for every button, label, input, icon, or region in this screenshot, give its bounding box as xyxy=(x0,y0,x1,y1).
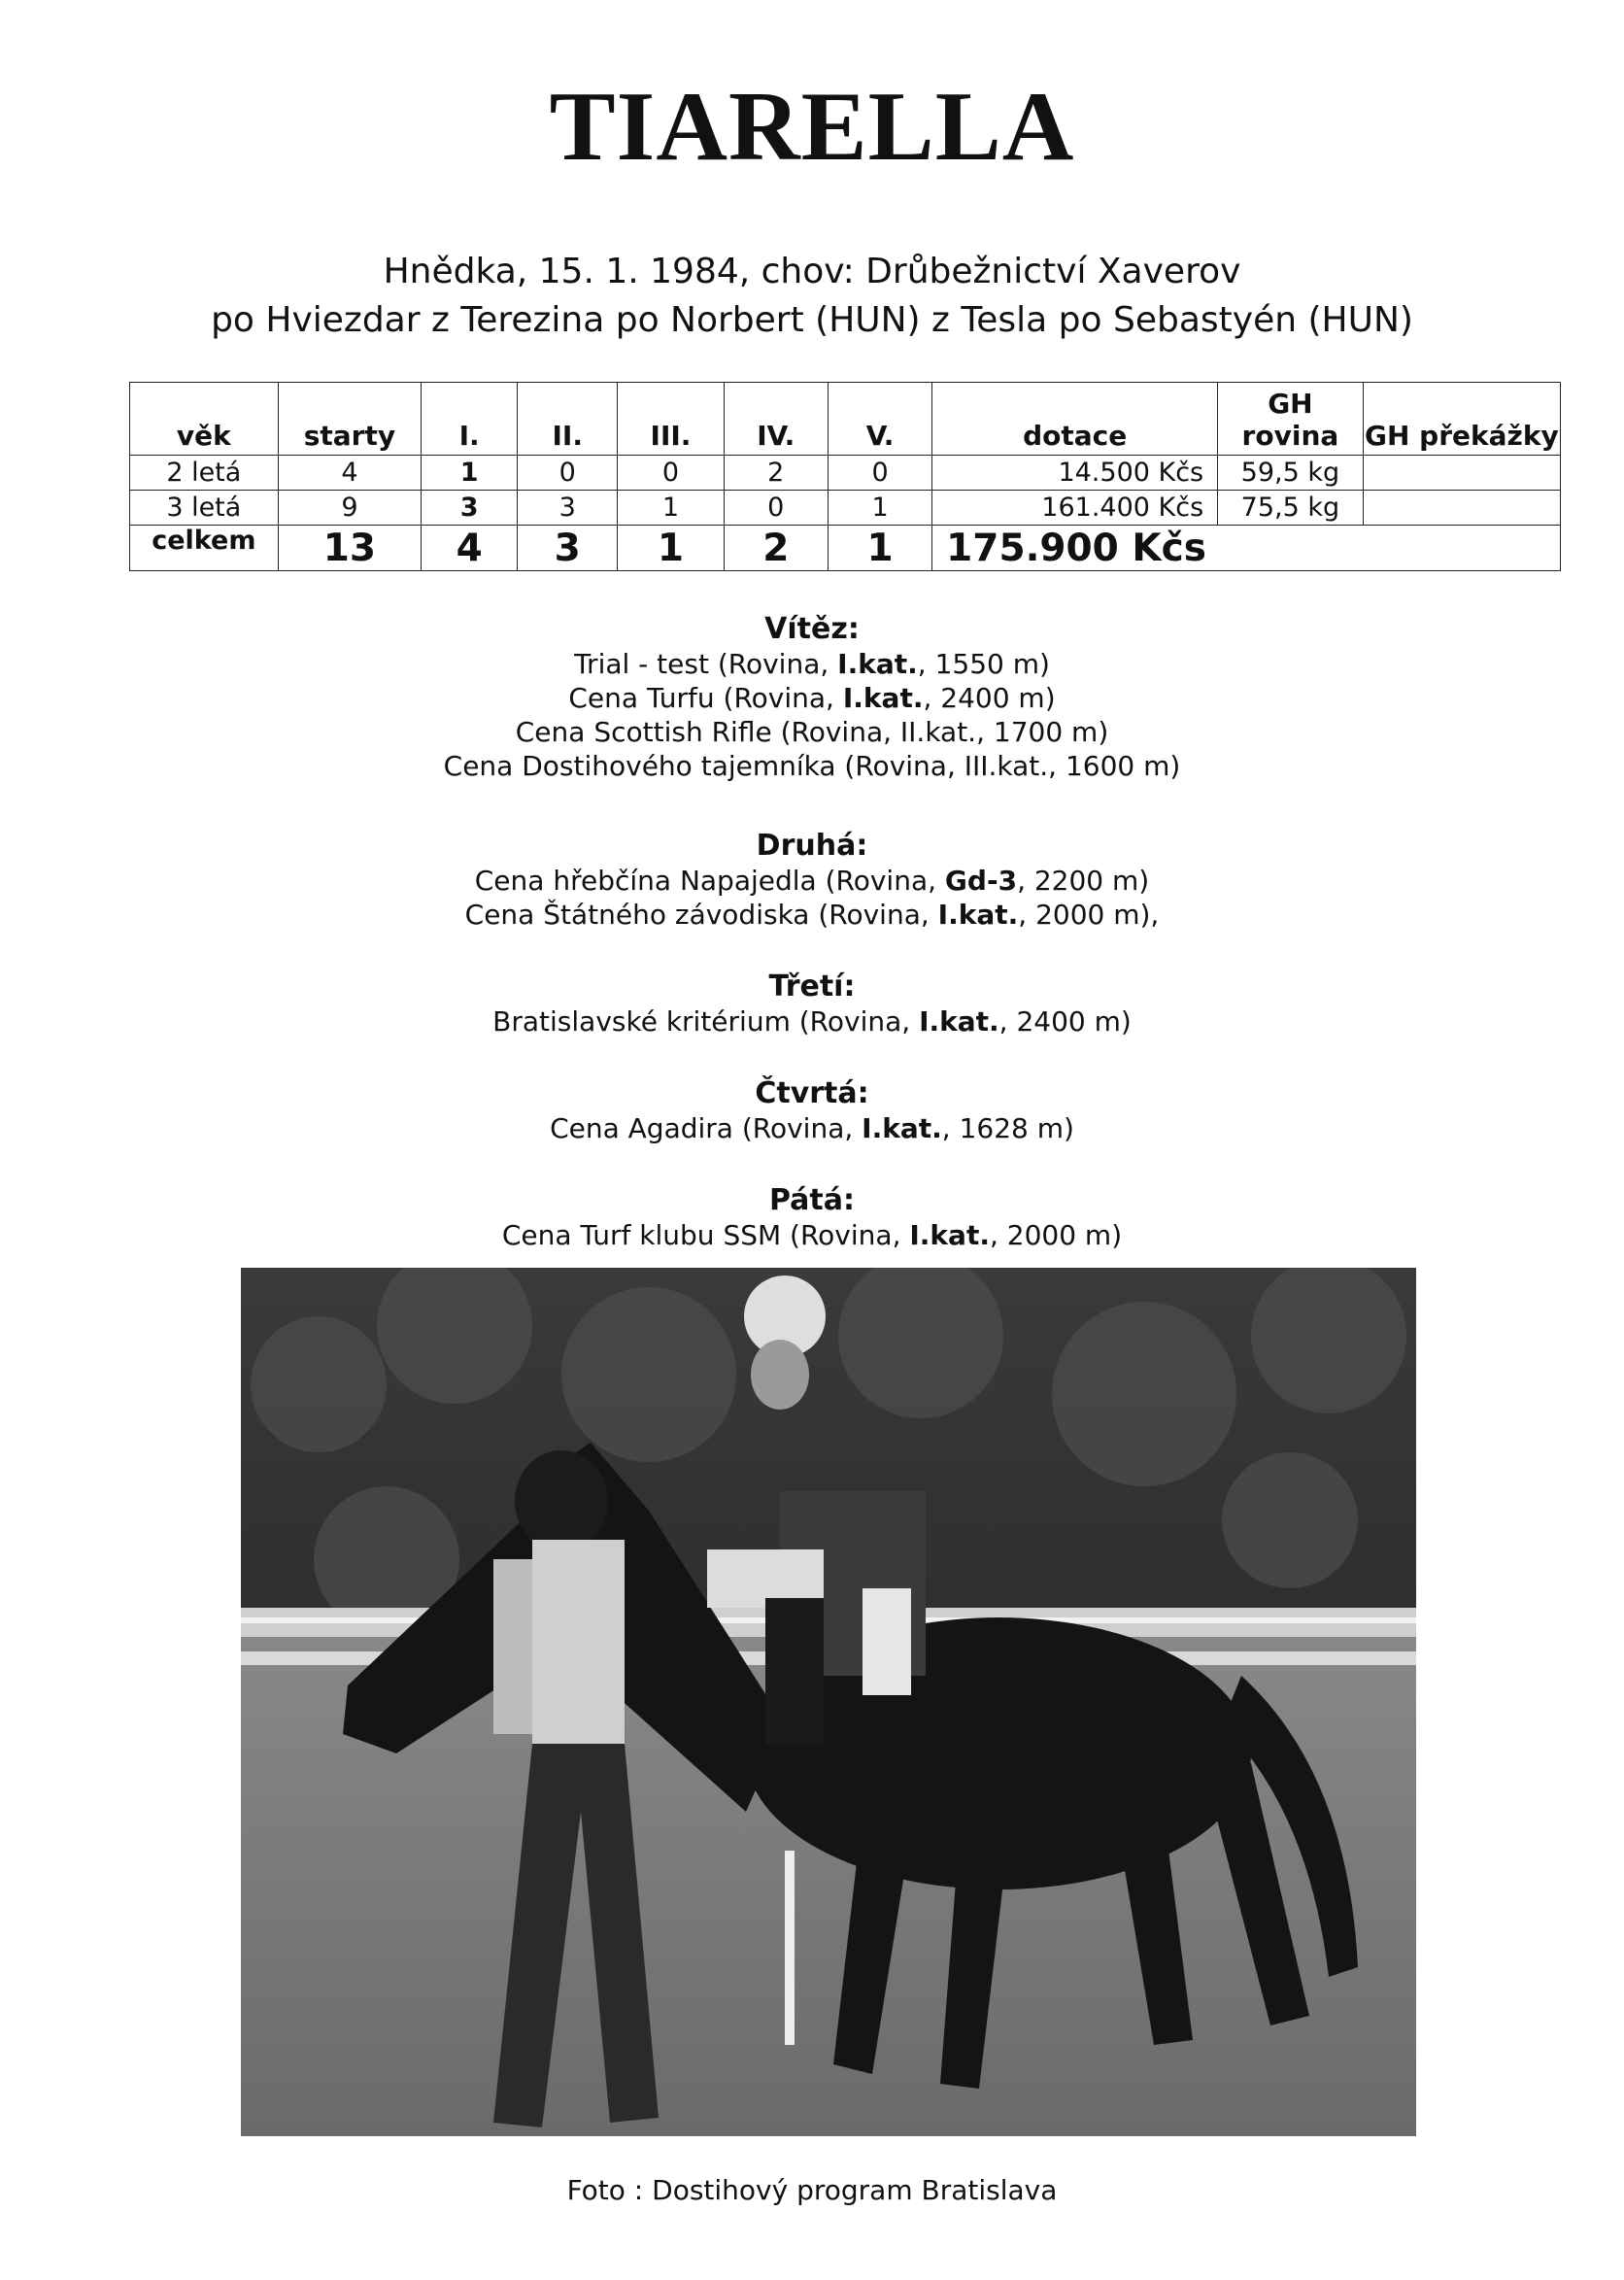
cell-prize: 14.500 Kčs xyxy=(932,456,1218,491)
header-prize: dotace xyxy=(932,383,1218,456)
race-text: Cena Dostihového tajemníka (Rovina, III.kat., 1600 m) xyxy=(443,750,1181,782)
cell-first: 3 xyxy=(422,491,518,526)
cell-gh-hurdle xyxy=(1363,491,1560,526)
fourth-place-section xyxy=(0,1076,1624,1145)
cell-third: 1 xyxy=(618,491,724,526)
header-first: I. xyxy=(422,383,518,456)
header-gh-flat: GH rovina xyxy=(1218,383,1364,456)
header-third: III. xyxy=(618,383,724,456)
race-category: I.kat. xyxy=(862,1112,942,1144)
race-text: , 1628 m) xyxy=(941,1112,1074,1144)
cell-second: 0 xyxy=(518,456,618,491)
header-fourth: IV. xyxy=(724,383,828,456)
header-gh-hurdle: GH překážky xyxy=(1363,383,1560,456)
winner-section xyxy=(0,612,1624,783)
total-blank-cell xyxy=(1218,526,1364,571)
third-place-section xyxy=(0,970,1624,1038)
header-starts: starty xyxy=(278,383,422,456)
horse-details-line: Hnědka, 15. 1. 1984, chov: Drůbežnictví Xaverov xyxy=(383,252,1241,291)
section-heading: Pátá: xyxy=(768,1183,855,1217)
race-entry xyxy=(0,749,1624,783)
table-header-row xyxy=(130,383,1561,456)
race-entry xyxy=(0,1004,1624,1038)
total-fourth: 2 xyxy=(724,526,828,571)
section-heading: Vítěz: xyxy=(764,612,860,646)
total-blank-cell xyxy=(1363,526,1560,571)
header-second: II. xyxy=(518,383,618,456)
table-row xyxy=(130,456,1561,491)
header-age: věk xyxy=(130,383,279,456)
section-heading: Třetí: xyxy=(768,970,856,1004)
race-text: Cena Štátného závodiska (Rovina, xyxy=(464,899,938,931)
race-text: Cena hřebčína Napajedla (Rovina, xyxy=(474,865,945,897)
horse-photo-illustration xyxy=(241,1268,1416,2136)
race-text: Trial - test (Rovina, xyxy=(574,648,838,680)
total-first: 4 xyxy=(422,526,518,571)
race-text: , 1550 m) xyxy=(917,648,1050,680)
race-entry xyxy=(0,681,1624,715)
race-statistics-table xyxy=(129,382,1561,571)
cell-starts: 9 xyxy=(278,491,422,526)
cell-fourth: 0 xyxy=(724,491,828,526)
total-second: 3 xyxy=(518,526,618,571)
total-starts: 13 xyxy=(278,526,422,571)
cell-gh-hurdle xyxy=(1363,456,1560,491)
total-third: 1 xyxy=(618,526,724,571)
cell-gh-flat: 59,5 kg xyxy=(1218,456,1364,491)
table-total-row xyxy=(130,526,1561,571)
table-row xyxy=(130,491,1561,526)
race-entry xyxy=(0,715,1624,749)
cell-second: 3 xyxy=(518,491,618,526)
race-entry xyxy=(0,864,1624,898)
race-text: , 2200 m) xyxy=(1017,865,1150,897)
cell-first: 1 xyxy=(422,456,518,491)
race-text: Cena Scottish Rifle (Rovina, II.kat., 1700 m) xyxy=(515,716,1109,748)
photo-caption: Foto : Dostihový program Bratislava xyxy=(566,2174,1058,2206)
race-category: I.kat. xyxy=(837,648,918,680)
race-text: , 2000 m), xyxy=(1018,899,1160,931)
pedigree-line: po Hviezdar z Terezina po Norbert (HUN) z Tesla po Sebastyén (HUN) xyxy=(211,300,1413,340)
race-text: Bratislavské kritérium (Rovina, xyxy=(492,1005,920,1038)
cell-fifth: 0 xyxy=(828,456,931,491)
race-category: I.kat. xyxy=(937,899,1019,931)
cell-third: 0 xyxy=(618,456,724,491)
race-category: I.kat. xyxy=(842,682,924,714)
total-label: celkem xyxy=(130,526,279,571)
cell-fifth: 1 xyxy=(828,491,931,526)
section-heading: Čtvrtá: xyxy=(755,1076,869,1110)
race-category: Gd-3 xyxy=(944,865,1018,897)
cell-age: 3 letá xyxy=(130,491,279,526)
race-text: Cena Agadira (Rovina, xyxy=(550,1112,863,1144)
fifth-place-section xyxy=(0,1183,1624,1252)
cell-starts: 4 xyxy=(278,456,422,491)
cell-fourth: 2 xyxy=(724,456,828,491)
horse-name-title: TIARELLA xyxy=(549,72,1075,182)
second-place-section xyxy=(0,829,1624,932)
race-text: , 2400 m) xyxy=(998,1005,1132,1038)
section-heading: Druhá: xyxy=(756,829,868,863)
cell-prize: 161.400 Kčs xyxy=(932,491,1218,526)
race-category: I.kat. xyxy=(909,1219,990,1251)
horse-photo xyxy=(241,1268,1416,2136)
race-entry xyxy=(0,898,1624,932)
cell-gh-flat: 75,5 kg xyxy=(1218,491,1364,526)
race-entry xyxy=(0,1111,1624,1145)
total-fifth: 1 xyxy=(828,526,931,571)
race-text: , 2400 m) xyxy=(923,682,1056,714)
cell-age: 2 letá xyxy=(130,456,279,491)
race-entry xyxy=(0,1218,1624,1252)
race-text: Cena Turf klubu SSM (Rovina, xyxy=(501,1219,910,1251)
race-text: , 2000 m) xyxy=(989,1219,1123,1251)
header-fifth: V. xyxy=(828,383,931,456)
race-entry xyxy=(0,647,1624,681)
race-text: Cena Turfu (Rovina, xyxy=(568,682,843,714)
race-category: I.kat. xyxy=(919,1005,999,1038)
total-prize: 175.900 Kčs xyxy=(932,526,1218,571)
